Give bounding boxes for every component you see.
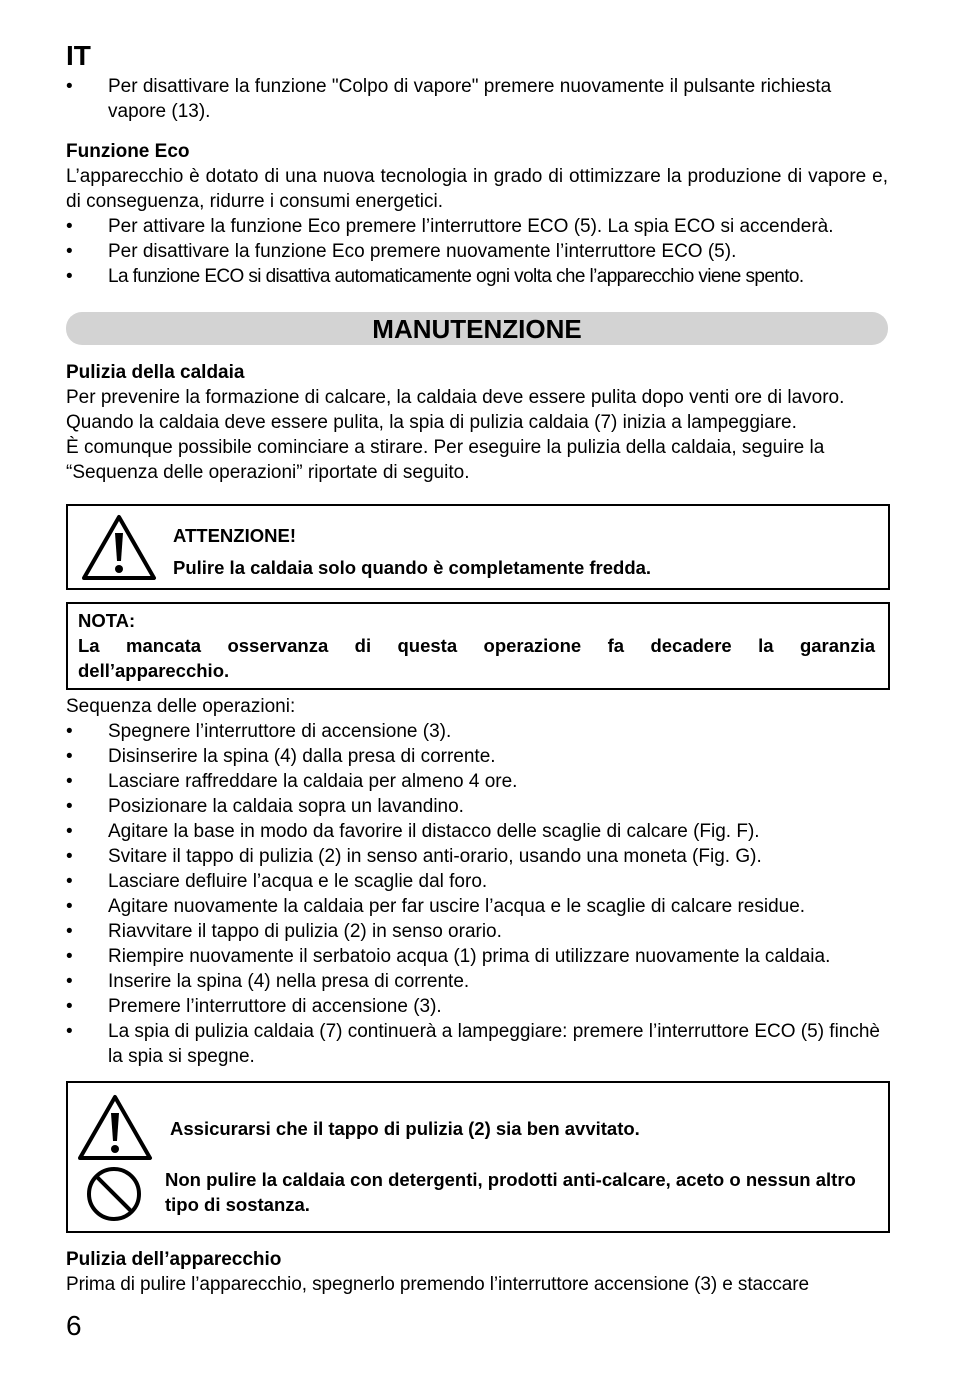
list-item: • Riavvitare il tappo di pulizia (2) in senso orario.: [66, 919, 888, 944]
list-item: • Lasciare defluire l’acqua e le scaglie dal foro.: [66, 869, 888, 894]
warning-box: [66, 504, 890, 590]
eco-bullet-list: [66, 214, 888, 289]
appliance-cleaning-title: Pulizia dell’apparecchio: [66, 1249, 282, 1270]
warning-title: ATTENZIONE!: [173, 525, 296, 546]
list-item: • Spegnere l’interruttore di accensione (3).: [66, 719, 888, 744]
boiler-cleaning-line: Per prevenire la formazione di calcare, la caldaia deve essere pulita dopo venti ore di lavoro.: [66, 387, 845, 408]
list-item: • La funzione ECO si disattiva automaticamente ogni volta che l’apparecchio viene spento.: [66, 264, 888, 289]
list-item: • Per disattivare la funzione "Colpo di vapore" premere nuovamente il pulsante richiesta vapore (13).: [66, 74, 888, 124]
sequence-section: [66, 694, 888, 1069]
list-item: • La spia di pulizia caldaia (7) continuerà a lampeggiare: premere l’interruttore ECO (5) finchè la spia si spegne.: [66, 1019, 888, 1069]
note-box: [66, 602, 890, 690]
list-item: • Disinserire la spina (4) dalla presa di corrente.: [66, 744, 888, 769]
list-item: • Riempire nuovamente il serbatoio acqua (1) prima di utilizzare nuovamente la caldaia.: [66, 944, 888, 969]
warning-text: Pulire la caldaia solo quando è completamente fredda.: [173, 557, 652, 578]
list-item: • Svitare il tappo di pulizia (2) in senso anti-orario, usando una moneta (Fig. G).: [66, 844, 888, 869]
language-label: IT: [66, 40, 91, 71]
caution-warning-text: Assicurarsi che il tappo di pulizia (2) sia ben avvitato.: [170, 1118, 640, 1139]
boiler-cleaning-title: Pulizia della caldaia: [66, 362, 245, 383]
sequence-intro: Sequenza delle operazioni:: [66, 696, 296, 717]
list-item: • Lasciare raffreddare la caldaia per almeno 4 ore.: [66, 769, 888, 794]
list-item: • Per attivare la funzione Eco premere l’interruttore ECO (5). La spia ECO si accenderà.: [66, 214, 888, 239]
eco-section: [66, 139, 888, 289]
page-number: 6: [66, 1310, 82, 1341]
list-item: • Inserire la spina (4) nella presa di corrente.: [66, 969, 888, 994]
boiler-cleaning-section: [66, 360, 888, 485]
list-item: • Per disattivare la funzione Eco premere nuovamente l’interruttore ECO (5).: [66, 239, 888, 264]
warning-triangle-icon: [77, 1093, 153, 1161]
eco-paragraph: L’apparecchio è dotato di una nuova tecnologia in grado di ottimizzare la produzione di vapore e, di conseguenza, ridurre i consumi energetici.: [66, 166, 888, 212]
list-item: • Premere l’interruttore di accensione (3).: [66, 994, 888, 1019]
warning-triangle-icon: [81, 513, 157, 581]
prohibition-icon: [85, 1165, 143, 1223]
note-title: NOTA:: [78, 610, 136, 631]
list-item: • Agitare la base in modo da favorire il distacco delle scaglie di calcare (Fig. F).: [66, 819, 888, 844]
eco-title: Funzione Eco: [66, 141, 190, 162]
boiler-cleaning-line: È comunque possibile cominciare a stirare. Per eseguire la pulizia della caldaia, seguire la: [66, 437, 825, 458]
list-item: • Agitare nuovamente la caldaia per far uscire l’acqua e le scaglie di calcare residue.: [66, 894, 888, 919]
intro-bullet-list: [66, 74, 888, 124]
section-heading: MANUTENZIONE: [66, 312, 888, 345]
caution-box: [66, 1081, 890, 1233]
intro-section: [66, 74, 888, 124]
boiler-cleaning-line: Quando la caldaia deve essere pulita, la spia di pulizia caldaia (7) inizia a lampeggiare.: [66, 412, 797, 433]
boiler-cleaning-line: “Sequenza delle operazioni” riportate di seguito.: [66, 462, 470, 483]
caution-prohibition-text: Non pulire la caldaia con detergenti, prodotti anti-calcare, aceto o nessun altro tipo di sostanza.: [165, 1169, 856, 1215]
sequence-step-list: [66, 719, 888, 1069]
note-text: La mancata osservanza di questa operazione fa decadere la garanzia dell’apparecchio.: [78, 635, 875, 681]
appliance-cleaning-text: Prima di pulire l’apparecchio, spegnerlo premendo l’interruttore accensione (3) e staccare: [66, 1274, 809, 1295]
list-item: • Posizionare la caldaia sopra un lavandino.: [66, 794, 888, 819]
appliance-cleaning-section: [66, 1247, 888, 1297]
